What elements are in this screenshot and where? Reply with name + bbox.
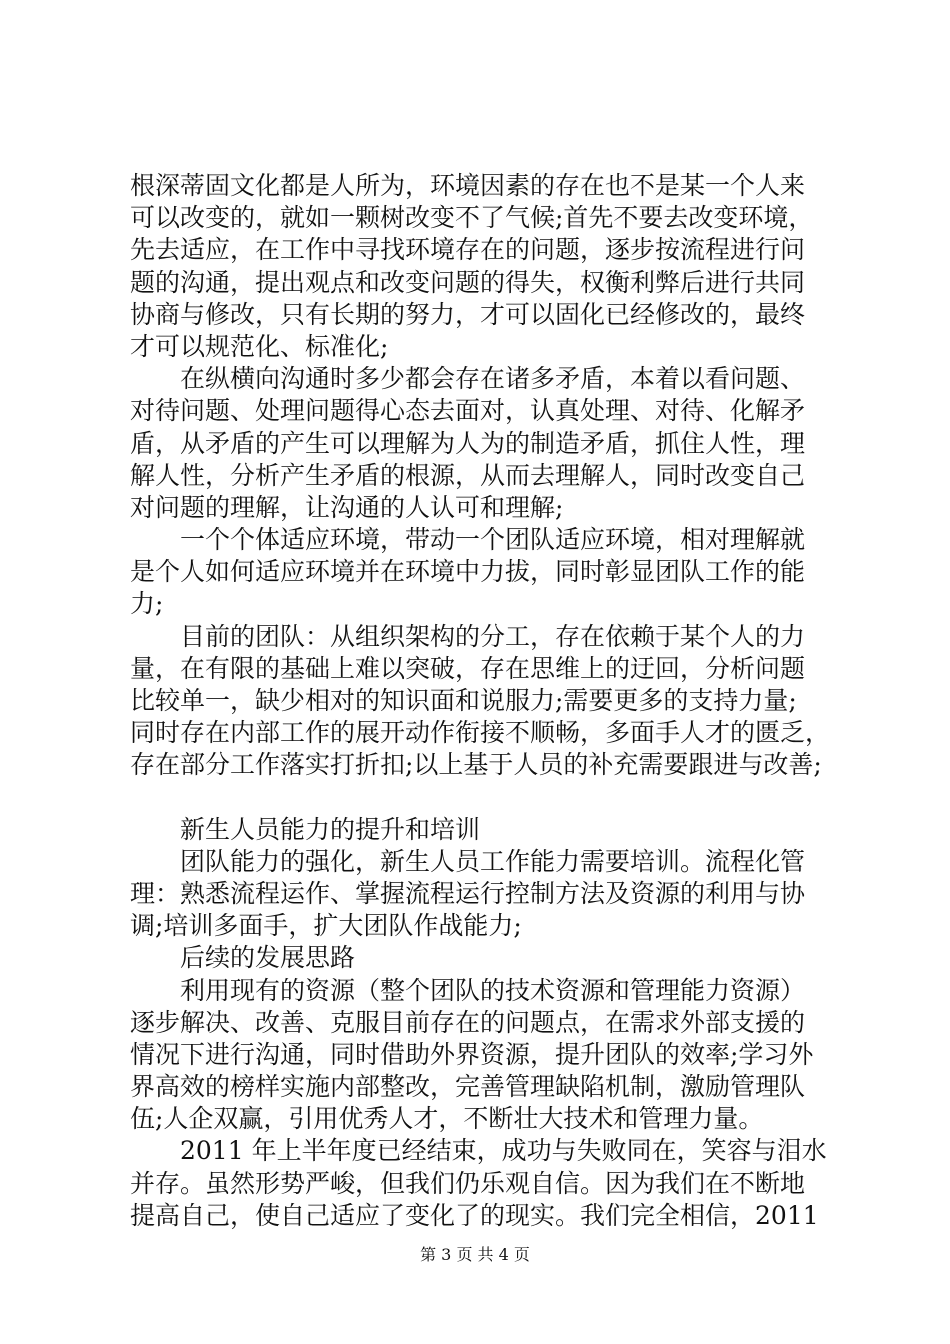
text-line: 盾，从矛盾的产生可以理解为人为的制造矛盾，抓住人性，理	[130, 428, 806, 458]
text-line: 解人性，分析产生矛盾的根源，从而去理解人，同时改变自己	[130, 460, 806, 490]
text-line: 理：熟悉流程运作、掌握流程运行控制方法及资源的利用与协	[130, 878, 806, 908]
paragraph-gap	[130, 782, 830, 814]
text-line: 才可以规范化、标准化;	[130, 331, 389, 361]
text-line: 根深蒂固文化都是人所为，环境因素的存在也不是某一个人来	[130, 171, 806, 200]
text-line: 逐步解决、改善、克服目前存在的问题点，在需求外部支援的	[130, 1007, 806, 1037]
page-footer	[0, 1245, 950, 1265]
text-line: 利用现有的资源（整个团队的技术资源和管理能力资源）	[180, 975, 806, 1005]
section-heading	[130, 942, 830, 974]
text-line: 团队能力的强化，新生人员工作能力需要培训。流程化管	[180, 846, 806, 876]
text-line: 并存。虽然形势严峻，但我们仍乐观自信。因为我们在不断地	[130, 1168, 806, 1198]
paragraph	[130, 846, 830, 943]
text-line: 先去适应，在工作中寻找环境存在的问题，逐步按流程进行问	[130, 235, 806, 265]
text-line: 提高自己，使自己适应了变化了的现实。我们完全相信，2011	[130, 1200, 819, 1230]
text-line: 一个个体适应环境，带动一个团队适应环境，相对理解就	[180, 525, 806, 555]
paragraph	[130, 524, 830, 621]
text-line: 同时存在内部工作的展开动作衔接不顺畅，多面手人才的匮乏，	[130, 718, 831, 748]
text-line: 力;	[130, 589, 164, 619]
text-line: 在纵横向沟通时多少都会存在诸多矛盾，本着以看问题、	[180, 364, 806, 394]
text-line: 是个人如何适应环境并在环境中力拔，同时彰显团队工作的能	[130, 557, 806, 587]
heading-line: 新生人员能力的提升和培训	[180, 814, 481, 844]
page-number: 第 3 页 共 4 页	[420, 1245, 530, 1264]
text-line: 调;培训多面手，扩大团队作战能力;	[130, 911, 522, 941]
text-line: 可以改变的，就如一颗树改变不了气候;首先不要去改变环境，	[130, 203, 814, 233]
text-line: 对问题的理解，让沟通的人认可和理解;	[130, 492, 564, 522]
text-line: 目前的团队：从组织架构的分工，存在依赖于某个人的力	[180, 621, 806, 651]
text-line: 2011 年上半年度已经结束，成功与失败同在，笑容与泪水	[180, 1136, 827, 1166]
text-line: 存在部分工作落实打折扣;以上基于人员的补充需要跟进与改善;	[130, 750, 822, 780]
paragraph	[130, 170, 830, 363]
section-heading	[130, 814, 830, 846]
text-line: 协商与修改，只有长期的努力，才可以固化已经修改的，最终	[130, 299, 806, 329]
text-line: 界高效的榜样实施内部整改，完善管理缺陷机制，激励管理队	[130, 1072, 806, 1102]
paragraph	[130, 621, 830, 782]
text-line: 情况下进行沟通，同时借助外界资源，提升团队的效率;学习外	[130, 1039, 814, 1069]
text-line: 伍;人企双赢，引用优秀人才，不断壮大技术和管理力量。	[130, 1104, 764, 1134]
heading-line: 后续的发展思路	[180, 943, 356, 973]
paragraph	[130, 363, 830, 524]
paragraph	[130, 1135, 830, 1232]
text-line: 对待问题、处理问题得心态去面对，认真处理、对待、化解矛	[130, 396, 806, 426]
paragraph	[130, 975, 830, 1136]
text-line: 量，在有限的基础上难以突破，存在思维上的迂回，分析问题	[130, 653, 806, 683]
text-line: 题的沟通，提出观点和改变问题的得失，权衡利弊后进行共同	[130, 267, 806, 297]
document-body	[130, 170, 830, 1232]
text-line: 比较单一，缺少相对的知识面和说服力;需要更多的支持力量;	[130, 686, 797, 715]
